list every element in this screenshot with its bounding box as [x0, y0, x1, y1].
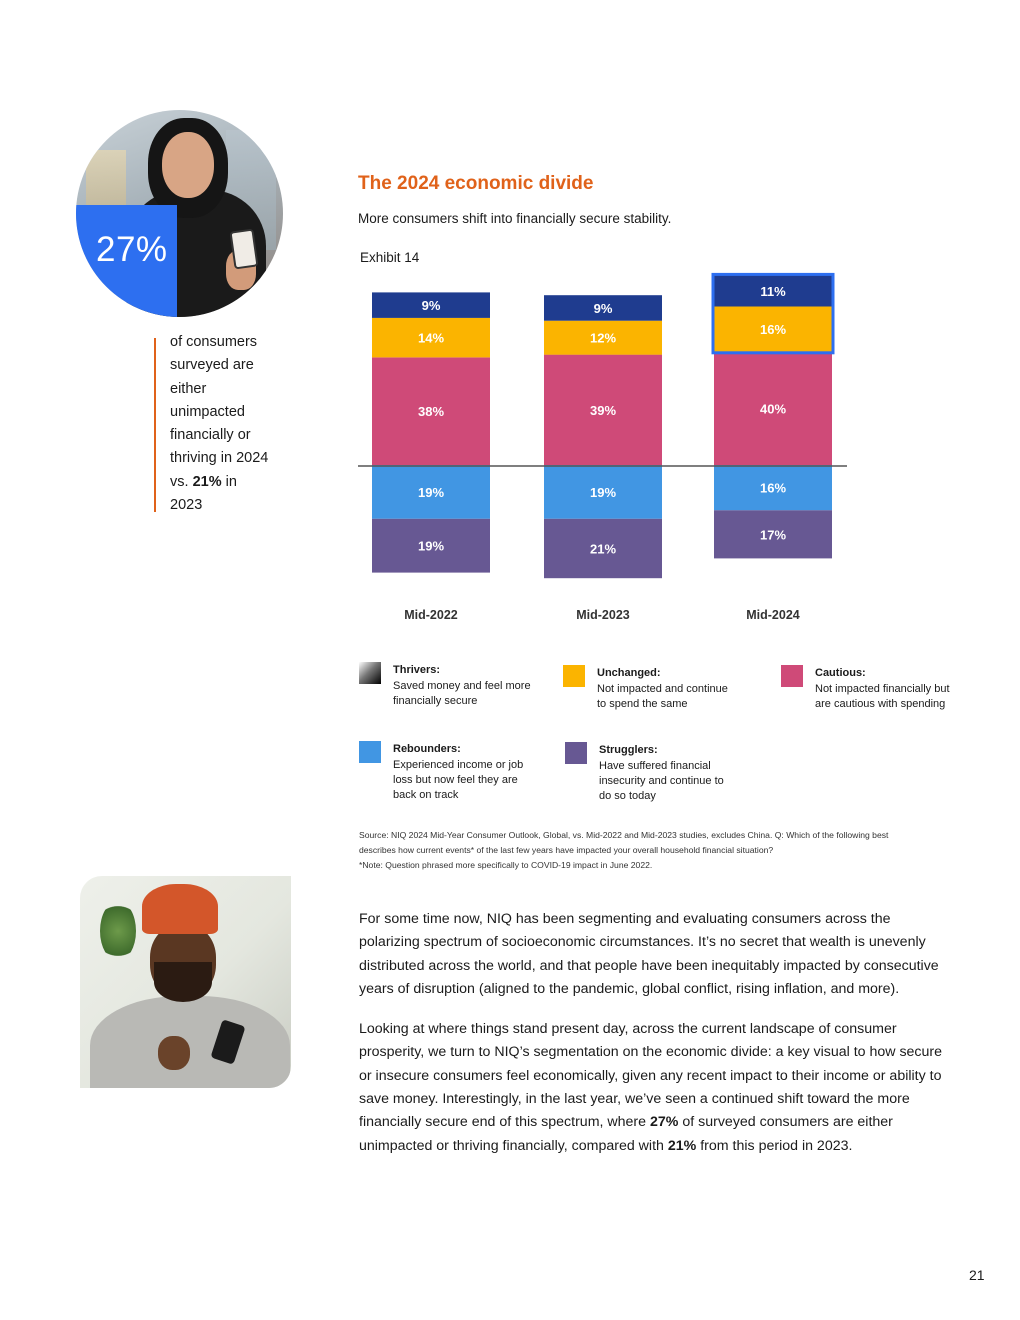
category-label: Mid-2022: [404, 608, 458, 622]
paragraph-2-stat-2: 21%: [667, 1137, 697, 1154]
source-line: Source: NIQ 2024 Mid-Year Consumer Outlook, Global, vs. Mid-2022 and Mid-2023 studies, excludes China. Q: Which of the following best describes how current events* of the last few years have impacted your overall household financial situation?: [359, 830, 889, 855]
legend-swatch: [565, 742, 587, 764]
data-label: 17%: [759, 527, 787, 543]
legend-swatch: [781, 665, 803, 687]
consumer-photo: [76, 110, 283, 317]
page-number: 21: [969, 1267, 985, 1283]
consumer-photo-2: [80, 876, 291, 1088]
data-label: 19%: [589, 484, 617, 500]
chart-source: [359, 828, 899, 873]
data-label: 39%: [589, 402, 617, 418]
legend-swatch: [563, 665, 585, 687]
paragraph-2-text-mid: of surveyed consumers are either unimpacted or thriving financially, compared with: [359, 1114, 893, 1154]
legend-desc: Saved money and feel more financially secure: [393, 680, 531, 707]
stat-caption-text-end: in 2023: [170, 473, 237, 514]
paragraph-1: For some time now, NIQ has been segmenting and evaluating consumers across the polarizing spectrum of socioeconomic circumstances. It’s no secret that wealth is unevenly distributed across the world, and that people have been inequitably impacted by consecutive years of disruption (aligned to the pandemic, global conflict, rising inflation, and more).: [359, 911, 939, 997]
legend-title: Cautious:: [815, 667, 866, 679]
stacked-bar-chart: [340, 260, 860, 640]
data-label: 9%: [593, 300, 613, 316]
data-label: 21%: [589, 541, 617, 557]
stat-caption: [170, 331, 270, 517]
data-label: 16%: [759, 480, 787, 496]
chart-subtitle: More consumers shift into financially secure stability.: [358, 211, 672, 226]
legend-desc: Not impacted and continue to spend the same: [597, 683, 728, 710]
legend-title: Thrivers:: [393, 664, 441, 676]
legend-swatch: [359, 741, 381, 763]
paragraph-2: [359, 1018, 949, 1158]
legend-desc: Have suffered financial insecurity and continue to do so today: [599, 760, 724, 802]
stat-caption-text: of consumers surveyed are either unimpacted financially or thriving in 2024 vs.: [170, 334, 269, 490]
paragraph-2-text-end: from this period in 2023.: [700, 1137, 853, 1154]
data-label: 14%: [417, 330, 445, 346]
exhibit-label: Exhibit 14: [360, 250, 420, 265]
data-label: 12%: [589, 330, 617, 346]
legend-title: Rebounders:: [393, 743, 461, 755]
stat-value: 27%: [96, 230, 168, 269]
accent-bar: [154, 338, 156, 512]
legend-desc: Experienced income or job loss but now feel they are back on track: [393, 759, 524, 801]
data-label: 19%: [417, 484, 445, 500]
body-text: [359, 908, 949, 1175]
paragraph-2-stat: 27%: [650, 1114, 679, 1131]
data-label: 11%: [760, 284, 786, 299]
paragraph-2-text: Looking at where things stand present day, across the current landscape of consumer prosperity, we turn to NIQ’s segmentation on the economic divide: a key visual to how secure or insecure consumers feel economically, given any recent impact to their income or ability to save money. Interestingly, in the last year, we’ve seen a continued shift toward the more financially secure end of this spectrum, where: [359, 1021, 943, 1131]
source-note: *Note: Question phrased more specifically to COVID-19 impact in June 2022.: [359, 860, 653, 870]
category-label: Mid-2023: [576, 608, 630, 622]
data-label: 19%: [417, 538, 445, 554]
legend-title: Unchanged:: [597, 667, 661, 679]
stat-caption-highlight: 21%: [192, 473, 222, 490]
chart-title: The 2024 economic divide: [358, 173, 594, 194]
category-label: Mid-2024: [746, 608, 800, 622]
data-label: 9%: [421, 298, 441, 314]
legend-desc: Not impacted financially but are cautious with spending: [815, 683, 950, 710]
legend-title: Strugglers:: [599, 744, 658, 756]
legend-swatch: [359, 662, 381, 684]
data-label: 38%: [417, 404, 445, 420]
data-label: 16%: [759, 322, 787, 338]
data-label: 40%: [759, 401, 787, 417]
